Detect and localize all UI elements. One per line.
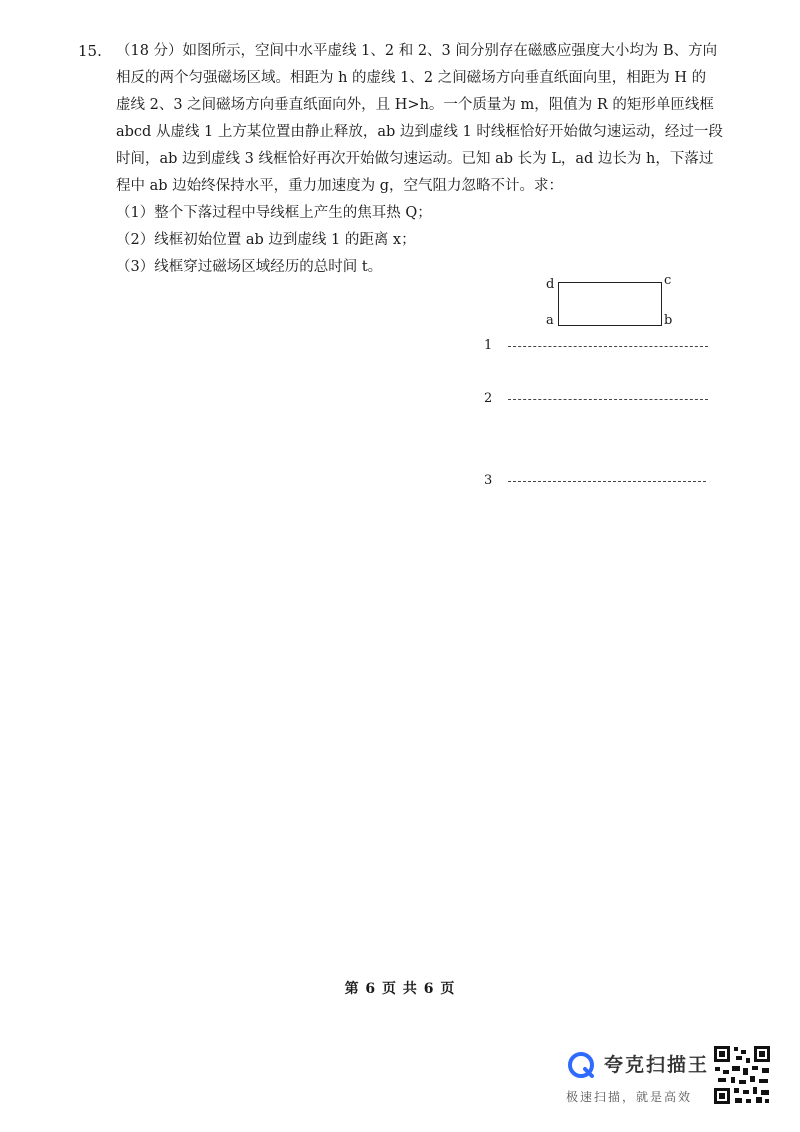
sub-question-2: （2）线框初始位置 ab 边到虚线 1 的距离 x； — [116, 232, 416, 248]
page-footer: 第 6 页 共 6 页 — [344, 981, 456, 997]
sub-question-3: （3）线框穿过磁场区域经历的总时间 t。 — [116, 259, 383, 275]
problem-line-4: abcd 从虚线 1 上方某位置由静止释放，ab 边到虚线 1 时线框恰好开始做匀速运动，经过一段 — [116, 124, 723, 140]
corner-label-c: c — [664, 273, 672, 288]
dashed-line-3 — [508, 481, 706, 482]
problem-line-5: 时间，ab 边到虚线 3 线框恰好再次开始做匀速运动。已知 ab 长为 L，ad 边长为 h，下落过 — [116, 151, 714, 167]
question-number: 15. — [78, 42, 102, 60]
problem-line-3: 虚线 2、3 之间磁场方向垂直纸面向外，且 H>h。一个质量为 m，阻值为 R 的矩形单匝线框 — [116, 97, 714, 113]
scanner-watermark — [562, 1044, 782, 1114]
corner-label-d: d — [546, 277, 555, 292]
dashed-line-label-2: 2 — [484, 391, 493, 406]
dashed-line-label-3: 3 — [484, 473, 493, 488]
scanner-logo-icon — [566, 1050, 596, 1080]
dashed-line-1 — [508, 346, 708, 347]
magnetic-field-diagram — [470, 268, 730, 498]
problem-line-1: （18 分）如图所示，空间中水平虚线 1、2 和 2、3 间分别存在磁感应强度大小均为 B、方向 — [116, 43, 718, 59]
dashed-line-label-1: 1 — [484, 338, 493, 353]
dashed-line-2 — [508, 399, 708, 400]
problem-line-2: 相反的两个匀强磁场区域。相距为 h 的虚线 1、2 之间磁场方向垂直纸面向里，相距为 H 的 — [116, 70, 707, 86]
corner-label-a: a — [546, 313, 554, 328]
sub-question-1: （1）整个下落过程中导线框上产生的焦耳热 Q； — [116, 205, 432, 221]
qr-code-icon — [712, 1044, 772, 1106]
wire-frame-abcd — [558, 282, 662, 326]
problem-line-6: 程中 ab 边始终保持水平，重力加速度为 g，空气阻力忽略不计。求： — [116, 178, 564, 194]
watermark-title: 夸克扫描王 — [604, 1054, 710, 1076]
watermark-slogan: 极速扫描，就是高效 — [566, 1090, 693, 1104]
corner-label-b: b — [664, 313, 673, 328]
